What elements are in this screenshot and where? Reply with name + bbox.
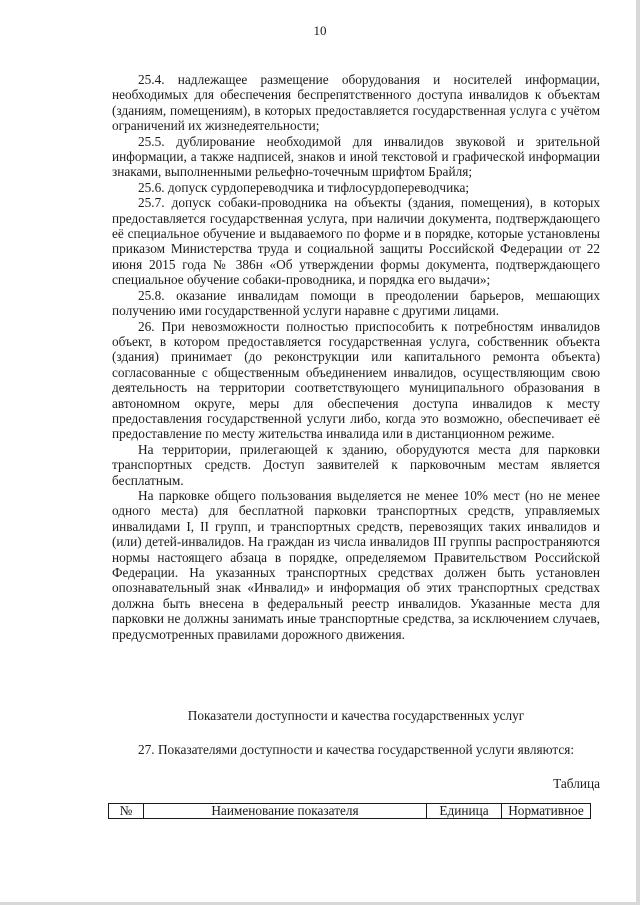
paragraph-parking-territory: На территории, прилегающей к зданию, оборудуются места для парковки транспортных средств. Доступ заявителей к парковочным местам является бесплатным. — [112, 441, 600, 488]
body-text — [112, 72, 600, 642]
table-header-unit: Единица — [427, 804, 502, 819]
paragraph-26: 26. При невозможности полностью приспособить к потребностям инвалидов объект, в котором предоставляется государственная услуга, собственник объекта (здания) принимает (до реконструкции или капитального ремонта объекта) согласованные с общественным объединением инвалидов, осуществляющим свою деятельность на территории соответствующего муниципального образования в автономном округе, меры для обеспечения доступа инвалидов к месту предоставления государственной услуги либо, когда это возможно, обеспечивает её предоставление по месту жительства инвалида или в дистанционном режиме. — [112, 318, 600, 442]
page-number: 10 — [313, 23, 327, 38]
table-header-name: Наименование показателя — [144, 804, 427, 819]
section-heading: Показатели доступности и качества государственных услуг — [187, 708, 525, 723]
table-header-row — [109, 804, 591, 819]
paragraph-27-block — [112, 742, 600, 757]
paragraph-parking-places: На парковке общего пользования выделяется не менее 10% мест (но не менее одного места) для бесплатной парковки транспортных средств, управляемых инвалидами I, II групп, и транспортных средств, перевозящих таких инвалидов и (или) детей-инвалидов. На граждан из числа инвалидов III группы распространяются нормы настоящего абзаца в порядке, определяемом Правительством Российской Федерации. На указанных транспортных средствах должен быть установлен опознавательный знак «Инвалид» и информация об этих транспортных средствах должна быть внесена в федеральный реестр инвалидов. Указанные места для парковки не должны занимать иные транспортные средства, за исключением случаев, предусмотренных правилами дорожного движения. — [112, 487, 600, 642]
paragraph-25-8: 25.8. оказание инвалидам помощи в преодолении барьеров, мешающих получению ими государственной услуги наравне с другими лицами. — [112, 287, 600, 319]
indicators-table — [108, 803, 591, 819]
table-header-number: № — [109, 804, 144, 819]
table-caption: Таблица — [553, 776, 600, 791]
paragraph-25-7: 25.7. допуск собаки-проводника на объекты (здания, помещения), в которых предоставляется государственная услуга, при наличии документа, подтверждающего её специальное обучение и выдаваемого по форме и в порядке, которые установлены приказом Министерства труда и социальной защиты Российской Федерации от 22 июня 2015 года № 386н «Об утверждении формы документа, подтверждающего специальное обучение собаки-проводника, и порядка его выдачи»; — [112, 195, 600, 288]
paragraph-27: 27. Показателями доступности и качества государственной услуги являются: — [138, 742, 575, 757]
paragraph-25-4: 25.4. надлежащее размещение оборудования и носителей информации, необходимых для обеспечения беспрепятственного доступа инвалидов к объектам (зданиям, помещениям), в которых предоставляется государственная услуга с учётом ограничений их жизнедеятельности; — [112, 72, 600, 134]
paragraph-25-5: 25.5. дублирование необходимой для инвалидов звуковой и зрительной информации, а также надписей, знаков и иной текстовой и графической информации знаками, выполненными рельефно-точечным шрифтом Брайля; — [112, 133, 600, 180]
paragraph-25-6: 25.6. допуск сурдопереводчика и тифлосурдопереводчика; — [138, 179, 470, 195]
table-header-normative: Нормативное — [502, 804, 591, 819]
page-edge-right — [636, 0, 640, 905]
